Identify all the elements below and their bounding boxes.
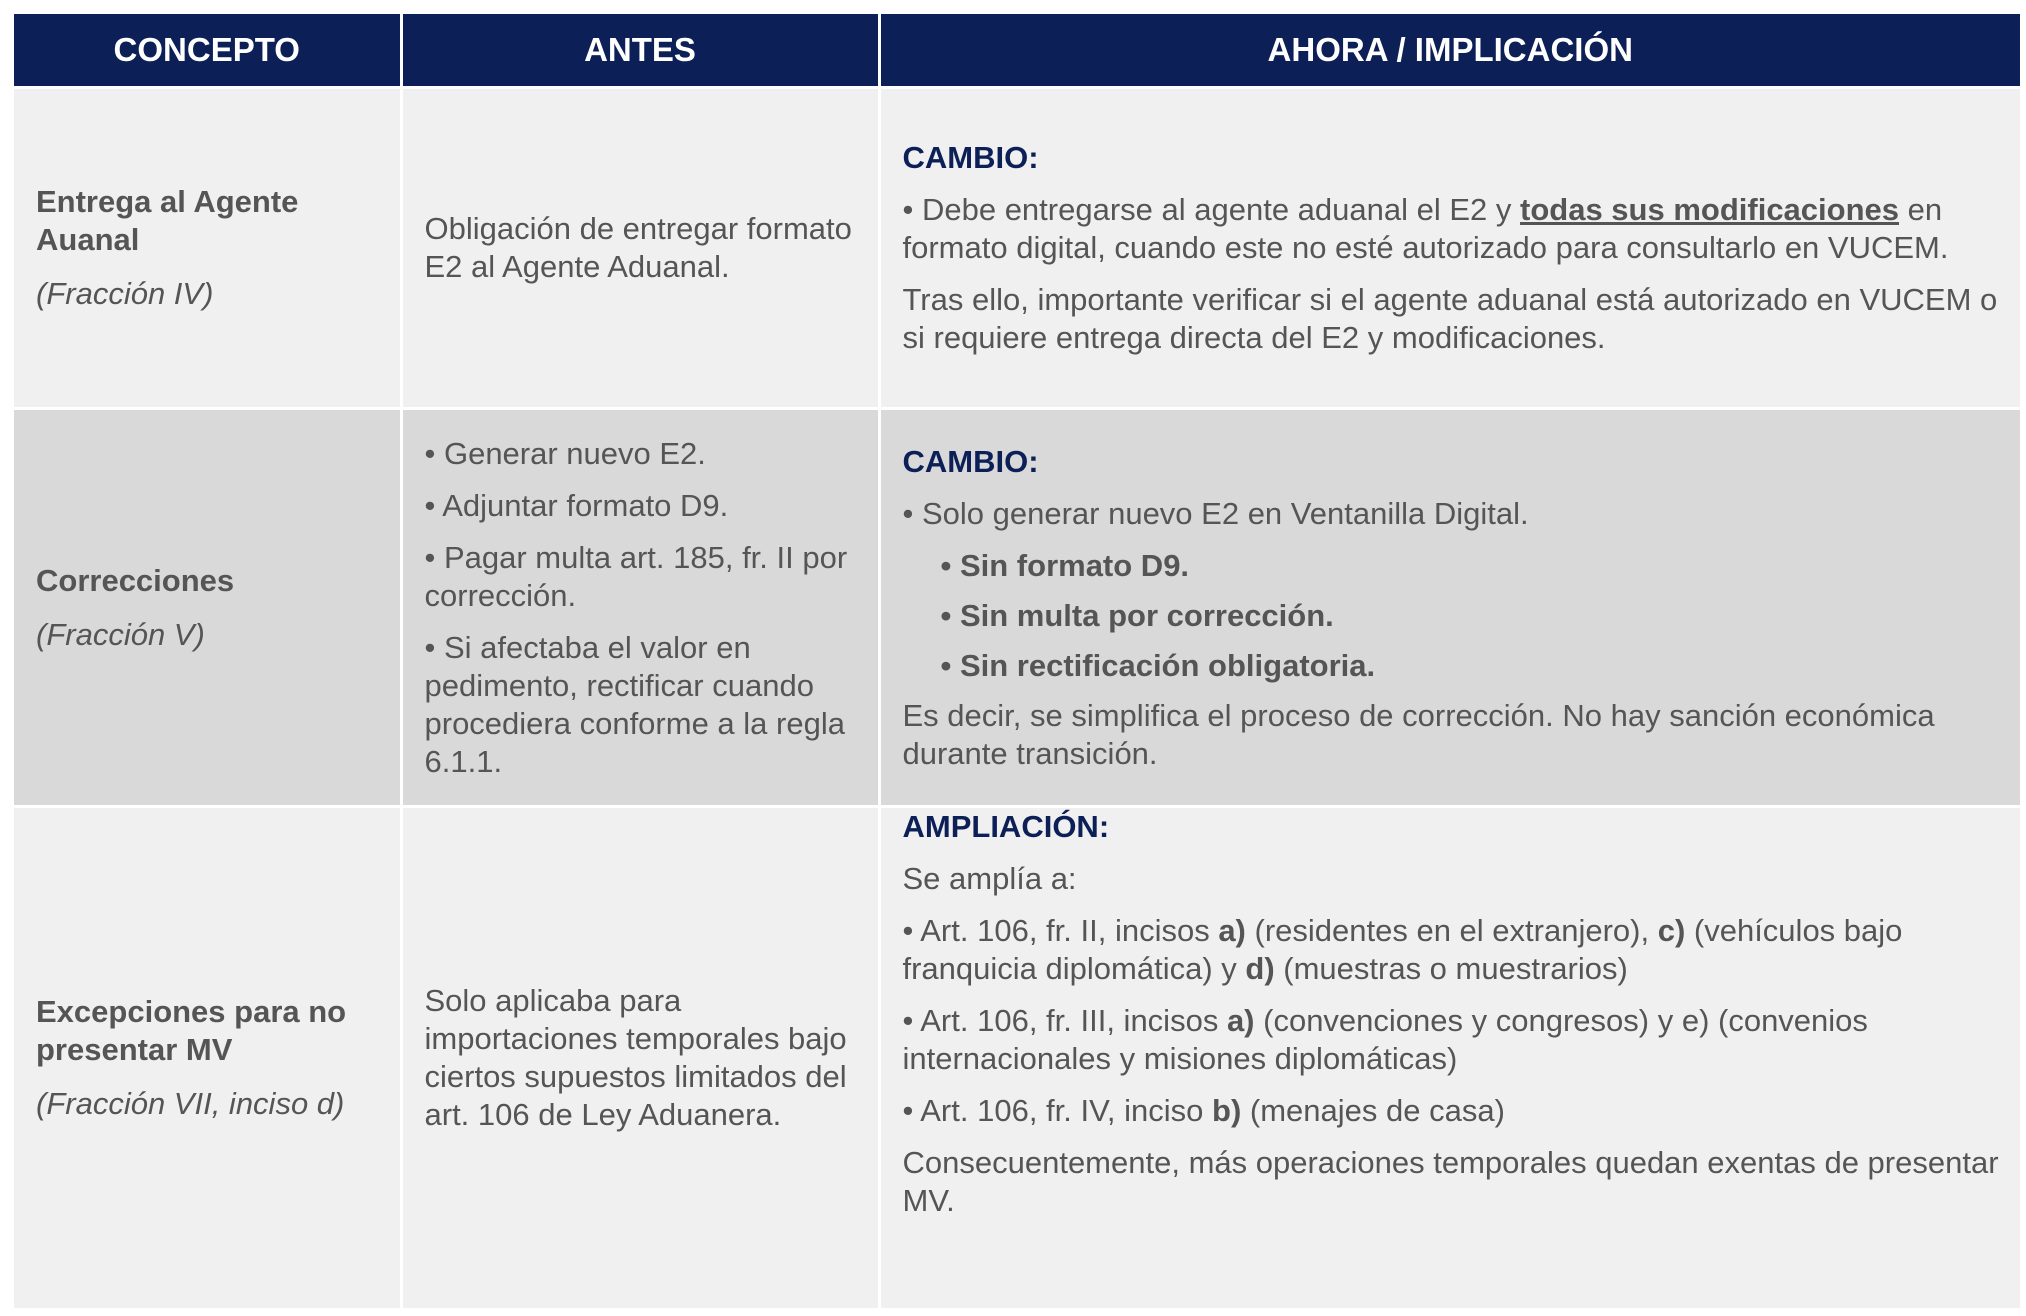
ahora-bullet: • Solo generar nuevo E2 en Ventanilla Digital. bbox=[902, 495, 1529, 531]
concept-fraccion: (Fracción IV) bbox=[36, 276, 214, 311]
header-row bbox=[14, 14, 2020, 88]
header-concepto: CONCEPTO bbox=[14, 14, 401, 88]
ahora-bullet: • Art. 106, fr. IV, inciso b) (menajes de casa) bbox=[902, 1093, 1505, 1128]
ahora-bullet: • Art. 106, fr. II, incisos a) (residentes en el extranjero), c) (vehículos bajo franquicia diplomática) y d) (muestras o muestrarios) bbox=[902, 913, 1903, 986]
antes-bullet: • Adjuntar formato D9. bbox=[424, 487, 729, 523]
ahora-intro: Se amplía a: bbox=[902, 861, 1077, 896]
concept-title: Excepciones para no presentar MV bbox=[36, 994, 347, 1067]
ahora-bullet: • Debe entregarse al agente aduanal el E2 y todas sus modificaciones en formato digital, cuando este no esté autorizado para consultarlo en VUCEM. bbox=[902, 192, 1949, 265]
ahora-paragraph: Es decir, se simplifica el proceso de corrección. No hay sanción económica durante transición. bbox=[902, 697, 1935, 771]
concept-title: Entrega al Agente Auanal bbox=[36, 184, 299, 257]
concept-fraccion: (Fracción V) bbox=[36, 616, 205, 652]
concept-cell bbox=[14, 88, 401, 409]
ahora-cell bbox=[879, 88, 2020, 409]
ahora-heading: CAMBIO: bbox=[902, 140, 1039, 175]
ahora-paragraph: Tras ello, importante verificar si el agente aduanal está autorizado en VUCEM o si requiere entrega directa del E2 y modificaciones. bbox=[902, 282, 1998, 355]
concept-fraccion: (Fracción VII, inciso d) bbox=[36, 1086, 345, 1121]
table-row bbox=[14, 807, 2020, 1310]
table-row bbox=[14, 88, 2020, 409]
ahora-sub-bullet: • Sin formato D9. bbox=[940, 547, 1190, 583]
antes-cell bbox=[401, 807, 879, 1310]
antes-bullet: • Pagar multa art. 185, fr. II por corrección. bbox=[424, 539, 848, 613]
header-ahora: AHORA / IMPLICACIÓN bbox=[879, 14, 2020, 88]
antes-cell bbox=[401, 409, 879, 807]
antes-text: Solo aplicaba para importaciones temporales bajo ciertos supuestos limitados del art. 106 de Ley Aduanera. bbox=[424, 983, 847, 1132]
ahora-heading: CAMBIO: bbox=[902, 443, 1039, 479]
comparison-table bbox=[14, 14, 2020, 1311]
ahora-bullet: • Art. 106, fr. III, incisos a) (convenciones y congresos) y e) (convenios internacionales y misiones diplomáticas) bbox=[902, 1003, 1868, 1076]
antes-bullet: • Generar nuevo E2. bbox=[424, 435, 706, 471]
ahora-heading: AMPLIACIÓN: bbox=[902, 809, 1110, 844]
ahora-sub-bullet: • Sin multa por corrección. bbox=[940, 597, 1334, 633]
ahora-paragraph: Consecuentemente, más operaciones temporales quedan exentas de presentar MV. bbox=[902, 1145, 1999, 1218]
ahora-cell bbox=[879, 409, 2020, 807]
ahora-sub-bullet: • Sin rectificación obligatoria. bbox=[940, 647, 1376, 683]
antes-bullet: • Si afectaba el valor en pedimento, rectificar cuando procediera conforme a la regla 6.1.1. bbox=[424, 629, 845, 779]
header-antes: ANTES bbox=[401, 14, 879, 88]
ahora-cell bbox=[879, 807, 2020, 1310]
antes-cell bbox=[401, 88, 879, 409]
antes-text: Obligación de entregar formato E2 al Agente Aduanal. bbox=[424, 211, 852, 284]
concept-title: Correcciones bbox=[36, 562, 235, 598]
concept-cell bbox=[14, 807, 401, 1310]
concept-cell bbox=[14, 409, 401, 807]
table-row bbox=[14, 409, 2020, 807]
